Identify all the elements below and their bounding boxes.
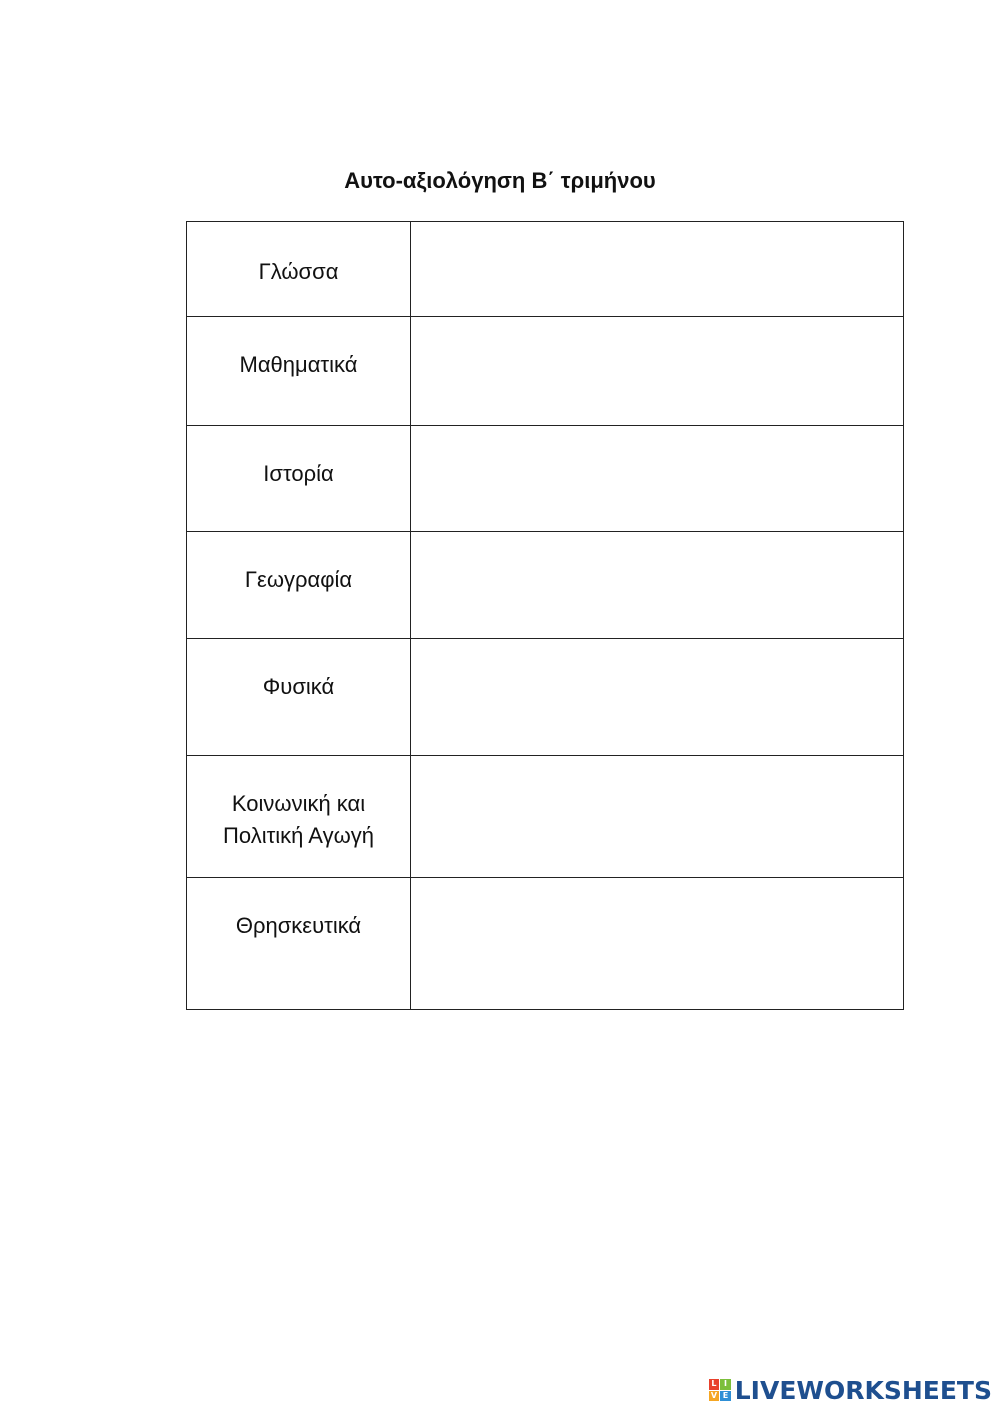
subject-cell xyxy=(187,426,411,532)
subject-label: Φυσικά xyxy=(262,674,335,699)
logo-icon-tile: V xyxy=(709,1391,720,1402)
subject-label: Γεωγραφία xyxy=(244,567,353,592)
subject-cell xyxy=(187,317,411,426)
answer-cell[interactable] xyxy=(411,317,904,426)
table-row xyxy=(187,222,904,317)
table-row xyxy=(187,639,904,756)
liveworksheets-logo xyxy=(709,1375,992,1405)
subject-label: Γλώσσα xyxy=(258,259,339,284)
answer-field[interactable] xyxy=(411,224,903,314)
table-row xyxy=(187,317,904,426)
liveworksheets-logo-icon xyxy=(709,1379,731,1401)
answer-cell[interactable] xyxy=(411,426,904,532)
subject-label: Ιστορία xyxy=(263,461,334,486)
table-row xyxy=(187,532,904,639)
answer-field[interactable] xyxy=(411,326,903,416)
subject-label: Θρησκευτικά xyxy=(235,913,362,938)
table-row xyxy=(187,878,904,1010)
subject-label: Μαθηματικά xyxy=(239,352,358,377)
answer-cell[interactable] xyxy=(411,222,904,317)
subject-cell xyxy=(187,756,411,878)
table-row xyxy=(187,756,904,878)
answer-field[interactable] xyxy=(411,772,903,862)
subject-cell xyxy=(187,532,411,639)
subject-cell xyxy=(187,222,411,317)
answer-cell[interactable] xyxy=(411,756,904,878)
subject-label: Κοινωνική και Πολιτική Αγωγή xyxy=(223,791,374,848)
table-row xyxy=(187,426,904,532)
answer-field[interactable] xyxy=(411,434,903,524)
logo-icon-tile: I xyxy=(720,1379,731,1390)
answer-cell[interactable] xyxy=(411,878,904,1010)
self-assessment-table xyxy=(186,221,904,1010)
subject-cell xyxy=(187,639,411,756)
answer-field[interactable] xyxy=(411,540,903,630)
answer-field[interactable] xyxy=(411,652,903,742)
logo-icon-tile: E xyxy=(720,1391,731,1402)
answer-cell[interactable] xyxy=(411,532,904,639)
subject-cell xyxy=(187,878,411,1010)
logo-text: LIVEWORKSHEETS xyxy=(734,1375,992,1405)
logo-icon-tile: L xyxy=(709,1379,720,1390)
page-title: Αυτο-αξιολόγηση Β΄ τριμήνου xyxy=(344,168,656,193)
answer-field[interactable] xyxy=(411,899,903,989)
answer-cell[interactable] xyxy=(411,639,904,756)
